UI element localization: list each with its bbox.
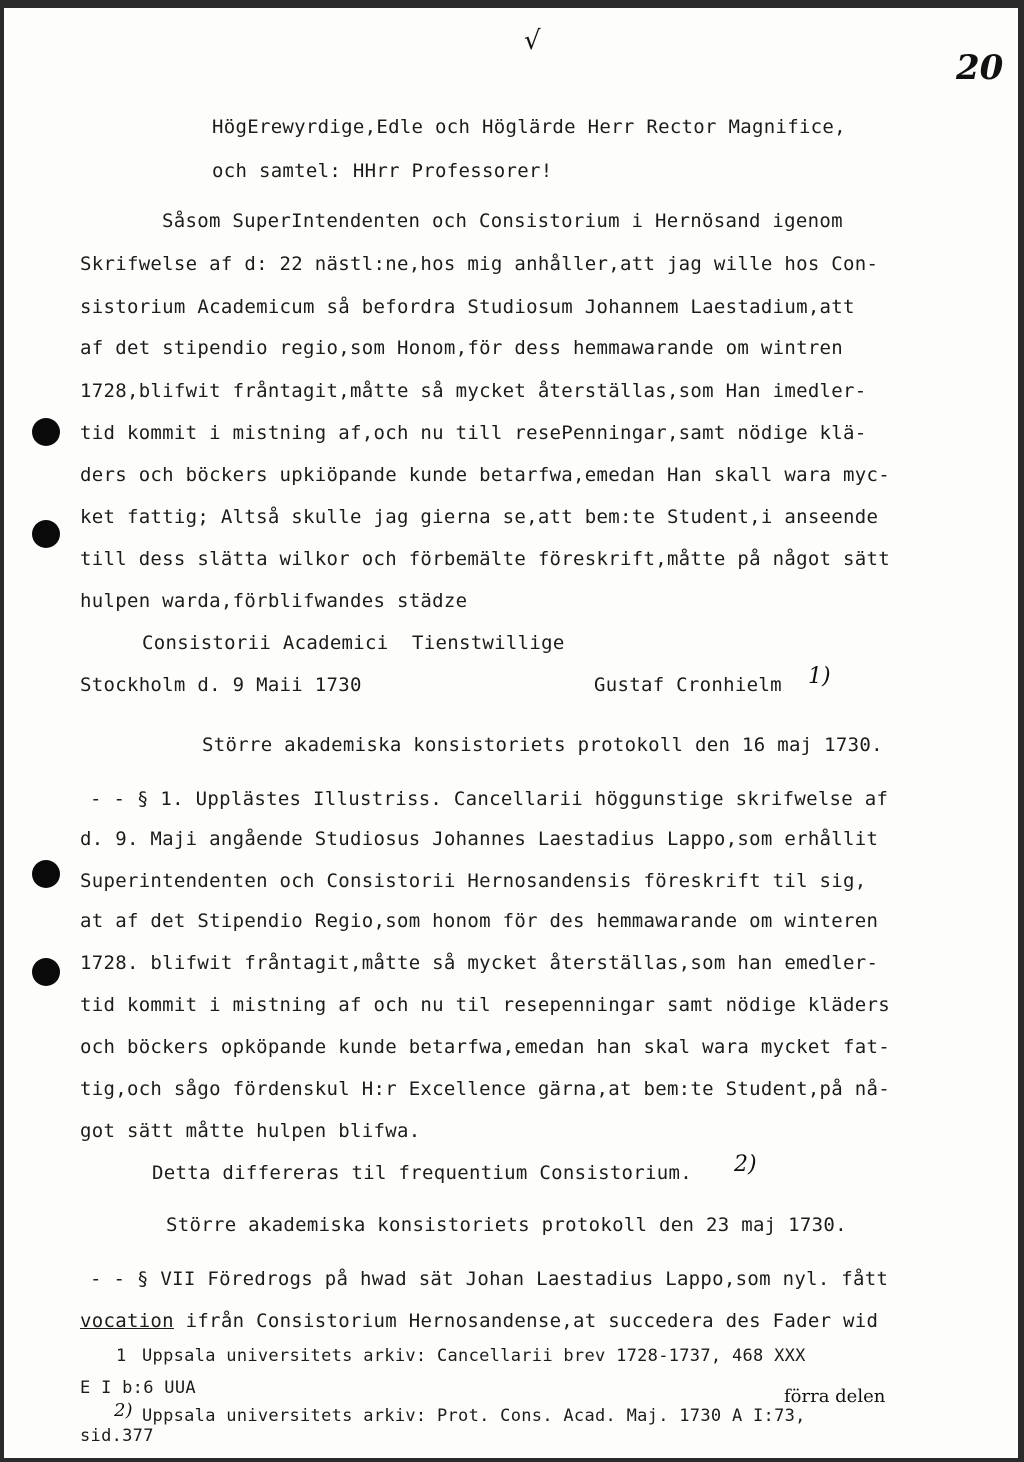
letter-line: Såsom SuperIntendenten och Consistorium i Hernösand igenom xyxy=(162,210,843,232)
protocol-line: at af det Stipendio Regio,som honom för des hemmawarande om winteren xyxy=(80,910,879,932)
letter-line: 1728,blifwit fråntagit,måtte så mycket återställas,som Han imedler- xyxy=(80,380,867,402)
protocol-heading: Större akademiska konsistoriets protokoll den 16 maj 1730. xyxy=(202,734,883,756)
salutation-line: och samtel: HHrr Professorer! xyxy=(212,160,553,182)
punch-hole xyxy=(32,958,60,986)
underlined-word: vocation xyxy=(80,1310,174,1332)
letter-closing: Consistorii Academici Tienstwillige xyxy=(142,632,565,654)
letter-line: sistorium Academicum så befordra Studiosum Johannem Laestadium,att xyxy=(80,296,855,318)
footnote-number: 2) xyxy=(114,1400,133,1421)
handwritten-insert: förra delen xyxy=(784,1386,886,1407)
place-date: Stockholm d. 9 Maii 1730 xyxy=(80,674,362,696)
protocol-line: tid kommit i mistning af och nu til resepenningar samt nödige kläders xyxy=(80,994,890,1016)
protocol-deferral: Detta differeras til frequentium Consistorium. xyxy=(152,1162,692,1184)
letter-line: tid kommit i mistning af,och nu till resePenningar,samt nödige klä- xyxy=(80,422,867,444)
protocol-heading: Större akademiska konsistoriets protokoll den 23 maj 1730. xyxy=(166,1214,847,1236)
footnote-text: E I b:6 UUA xyxy=(80,1378,196,1398)
punch-hole xyxy=(32,418,60,446)
punch-hole xyxy=(32,520,60,548)
footnote-text: Uppsala universitets arkiv: Cancellarii brev 1728-1737, 468 XXX xyxy=(142,1346,806,1366)
protocol-line: tig,och sågo fördenskul H:r Excellence gärna,at bem:te Student,på nå- xyxy=(80,1078,890,1100)
footnote-number: 1 xyxy=(116,1346,127,1366)
protocol-line: got sätt måtte hulpen blifwa. xyxy=(80,1120,421,1142)
letter-line: ket fattig; Altså skulle jag gierna se,att bem:te Student,i anseende xyxy=(80,506,879,528)
footnote-text: Uppsala universitets arkiv: Prot. Cons. Acad. Maj. 1730 A I:73, xyxy=(142,1406,806,1426)
punch-hole xyxy=(32,860,60,888)
protocol-line: d. 9. Maji angående Studiosus Johannes Laestadius Lappo,som erhållit xyxy=(80,828,879,850)
protocol-line: 1728. blifwit fråntagit,måtte så mycket återställas,som han emedler- xyxy=(80,952,879,974)
check-mark: √ xyxy=(524,26,541,56)
letter-line: Skrifwelse af d: 22 nästl:ne,hos mig anhåller,att jag wille hos Con- xyxy=(80,253,879,275)
protocol-line: och böckers opköpande kunde betarfwa,emedan han skal wara mycket fat- xyxy=(80,1036,890,1058)
letter-line: ders och böckers upkiöpande kunde betarfwa,emedan Han skall wara myc- xyxy=(80,464,890,486)
salutation-line: HögErewyrdige,Edle och Höglärde Herr Rector Magnifice, xyxy=(212,116,846,138)
letter-line: af det stipendio regio,som Honom,för dess hemmawarande om wintren xyxy=(80,337,844,359)
footnote-mark: 2) xyxy=(734,1152,757,1177)
signature: Gustaf Cronhielm xyxy=(594,674,782,696)
footnote-text: sid.377 xyxy=(80,1426,154,1446)
document-page xyxy=(4,8,1018,1458)
letter-line: hulpen warda,förblifwandes städze xyxy=(80,590,468,612)
footnote-mark: 1) xyxy=(808,664,831,689)
letter-line: till dess slätta wilkor och förbemälte föreskrift,måtte på något sätt xyxy=(80,548,890,570)
protocol-line xyxy=(80,1310,878,1332)
protocol-line: Superintendenten och Consistorii Hernosandensis föreskrift til sig, xyxy=(80,870,867,892)
page-number: 20 xyxy=(956,48,1004,88)
protocol-line: - - § VII Föredrogs på hwad sät Johan Laestadius Lappo,som nyl. fått xyxy=(90,1268,889,1290)
line-rest: ifrån Consistorium Hernosandense,at succedera des Fader wid xyxy=(173,1310,879,1332)
protocol-line: - - § 1. Upplästes Illustriss. Cancellarii höggunstige skrifwelse af xyxy=(90,788,889,810)
